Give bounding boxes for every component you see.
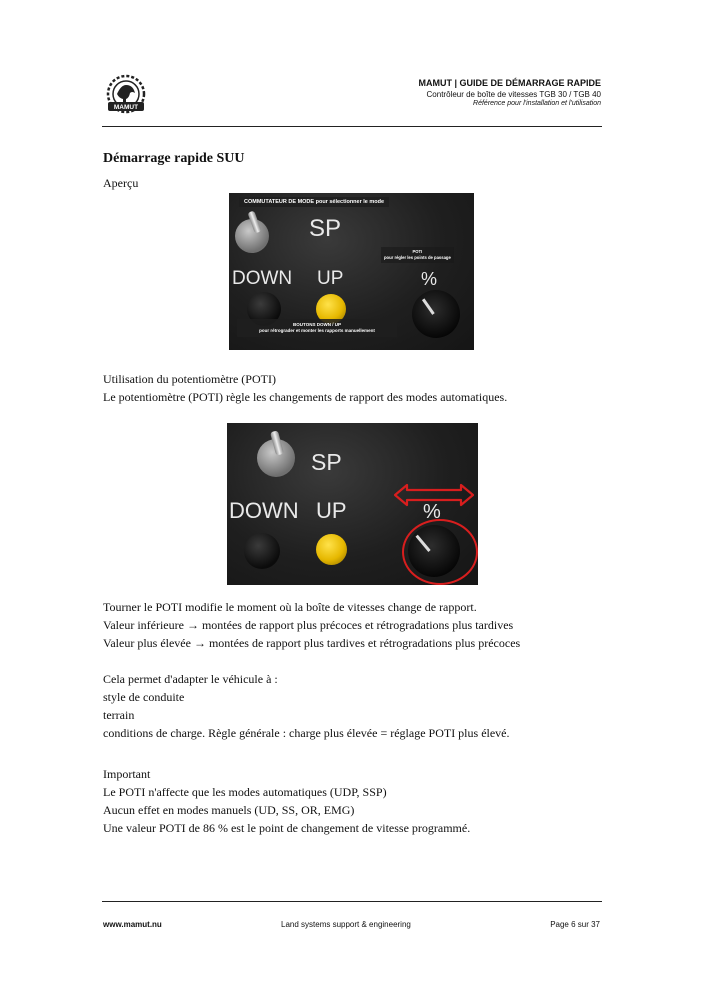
turning-line-2: Valeur inférieure → montées de rapport plus précoces et rétrogradations plus tardives [103, 618, 514, 632]
important-line-1: Le POTI n'affecte que les modes automatiques (UDP, SSP) [103, 785, 387, 799]
poti-indicator [422, 298, 435, 314]
turning-line-1: Tourner le POTI modifie le moment où la boîte de vitesses change de rapport. [103, 600, 477, 614]
buttons-callout-subtitle: pour rétrograder et monter les rapports manuellement [259, 328, 375, 333]
adapt-intro: Cela permet d'adapter le véhicule à : [103, 672, 278, 686]
header-subtitle-reference: Référence pour l'installation et l'utilisation [473, 100, 601, 107]
poti-callout-subtitle: pour régler les points de passage [384, 255, 451, 260]
label-percent: % [421, 269, 438, 289]
down-button [244, 533, 280, 569]
svg-text:MAMUT: MAMUT [113, 104, 139, 111]
adapt-item-terrain: terrain [103, 708, 135, 722]
overview-label: Aperçu [103, 176, 139, 190]
important-heading: Important [103, 767, 151, 781]
poti-highlight-circle [402, 519, 478, 585]
label-percent: % [423, 501, 441, 523]
label-up: UP [317, 268, 344, 289]
footer-website: www.mamut.nu [103, 920, 162, 929]
up-button [316, 534, 347, 565]
footer-tagline: Land systems support & engineering [281, 920, 411, 929]
poti-usage-heading: Utilisation du potentiomètre (POTI) [103, 372, 276, 386]
mode-switch-callout: COMMUTATEUR DE MODE pour sélectionner le mode [239, 197, 389, 207]
important-line-2: Aucun effet en modes manuels (UD, SS, OR, EMG) [103, 803, 355, 817]
control-panel-photo-overview [229, 193, 474, 350]
mamut-logo [100, 72, 152, 118]
label-up: UP [316, 498, 347, 523]
adapt-item-driving-style: style de conduite [103, 690, 185, 704]
buttons-callout [237, 319, 397, 337]
poti-knob [412, 290, 460, 338]
section-title: Démarrage rapide SUU [103, 151, 245, 166]
footer-divider [102, 901, 602, 902]
poti-callout-title: POTI [412, 249, 423, 254]
adapt-item-load: conditions de charge. Règle générale : charge plus élevée = réglage POTI plus élevé. [103, 726, 510, 740]
turning-line-3: Valeur plus élevée → montées de rapport plus tardives et rétrogradations plus précoces [103, 636, 521, 650]
adjust-double-arrow-icon [393, 483, 475, 507]
poti-callout [381, 247, 454, 263]
footer-page-number: Page 6 sur 37 [550, 920, 600, 929]
control-panel-photo-poti [227, 423, 478, 585]
label-down: DOWN [232, 268, 293, 289]
label-down: DOWN [229, 498, 299, 523]
header-divider [102, 126, 602, 127]
label-sp: SP [311, 449, 342, 475]
important-line-3: Une valeur POTI de 86 % est le point de changement de vitesse programmé. [103, 821, 471, 835]
header-subtitle: Contrôleur de boîte de vitesses TGB 30 / TGB 40 [426, 90, 601, 99]
label-sp: SP [309, 215, 342, 242]
poti-usage-text: Le potentiomètre (POTI) règle les changements de rapport des modes automatiques. [103, 390, 508, 404]
header-title: MAMUT | GUIDE DE DÉMARRAGE RAPIDE [418, 78, 601, 88]
buttons-callout-title: BOUTONS DOWN / UP [293, 322, 341, 327]
